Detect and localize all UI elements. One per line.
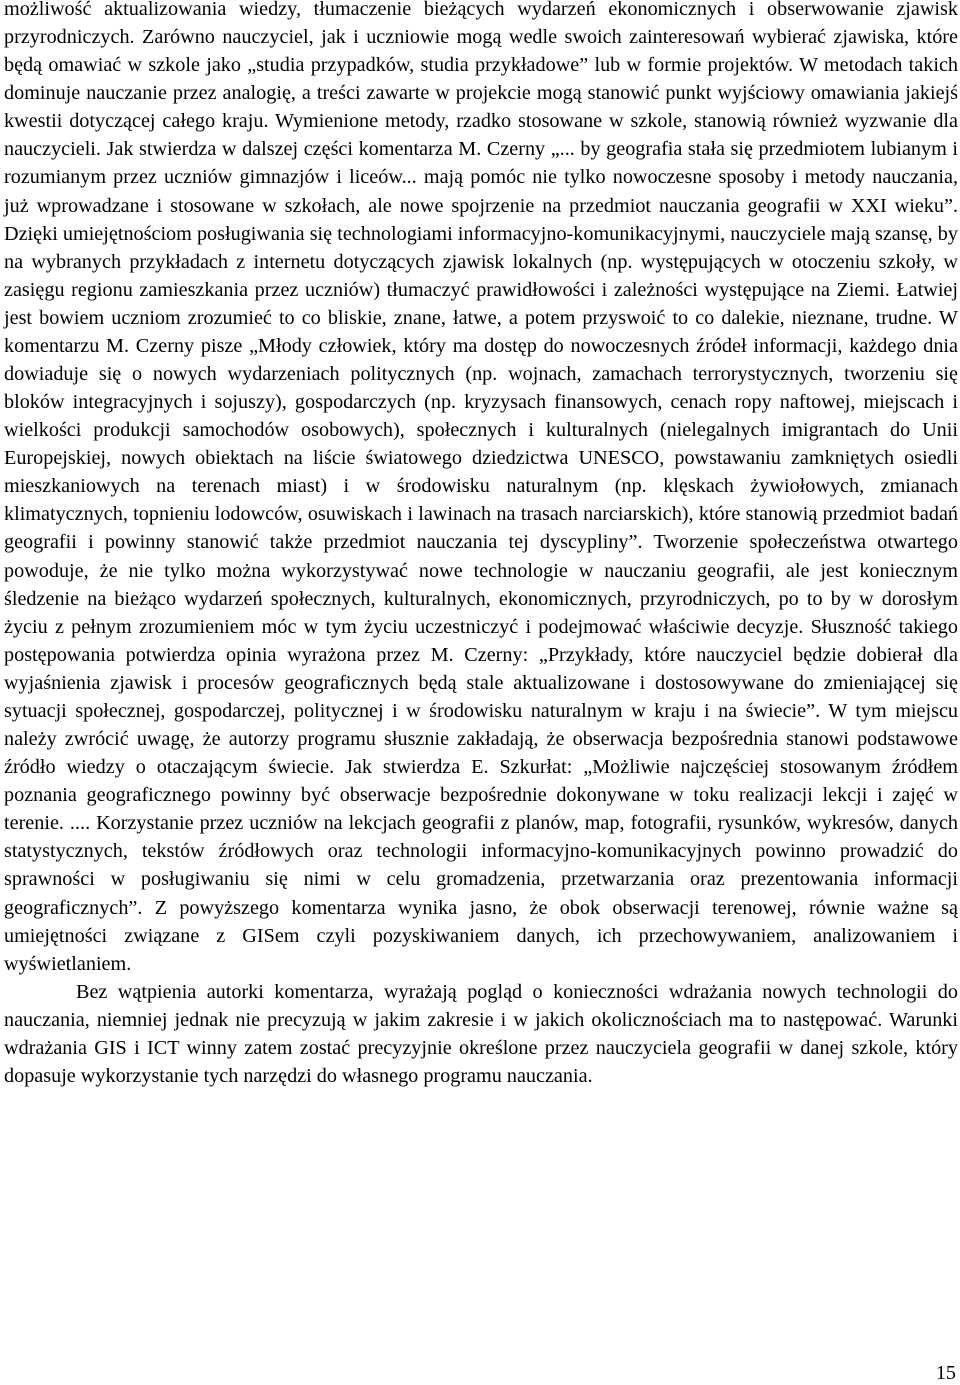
page-number: 15 <box>935 1362 956 1384</box>
body-paragraph-1: możliwość aktualizowania wiedzy, tłumaczenie bieżących wydarzeń ekonomicznych i obserwowanie zjawisk przyrodniczych. Zarówno nauczyciel, jak i uczniowie mogą wedle swoich zainteresowań wybierać zjawiska, które będą omawiać w szkole jako „studia przypadków, studia przykładowe” lub w formie projektów. W metodach takich dominuje nauczanie przez analogię, a treści zawarte w projekcie mogą stanowić punkt wyjściowy omawiania jakiejś kwestii dotyczącej całego kraju. Wymienione metody, rzadko stosowane w szkole, stanowią również wyzwanie dla nauczycieli. Jak stwierdza w dalszej części komentarza M. Czerny „... by geografia stała się przedmiotem lubianym i rozumianym przez uczniów gimnazjów i liceów... mają pomóc nie tylko nowoczesne sposoby i metody nauczania, już wprowadzane i stosowane w szkołach, ale nowe spojrzenie na przedmiot nauczania geografii w XXI wieku”. Dzięki umiejętnościom posługiwania się technologiami informacyjno-komunikacyjnymi, nauczyciele mają szansę, by na wybranych przykładach z internetu dotyczących zjawisk lokalnych (np. występujących w otoczeniu szkoły, w zasięgu regionu zamieszkania przez uczniów) tłumaczyć prawidłowości i zależności występujące na Ziemi. Łatwiej jest bowiem uczniom zrozumieć to co bliskie, znane, łatwe, a potem przyswoić to co dalekie, nieznane, trudne. W komentarzu M. Czerny pisze „Młody człowiek, który ma dostęp do nowoczesnych źródeł informacji, każdego dnia dowiaduje się o nowych wydarzeniach politycznych (np. wojnach, zamachach terrorystycznych, tworzeniu się bloków integracyjnych i sojuszy), gospodarczych (np. kryzysach finansowych, cenach ropy naftowej, miejscach i wielkości produkcji samochodów osobowych), społecznych i kulturalnych (nielegalnych imigrantach do Unii Europejskiej, nowych obiektach na liście światowego dziedzictwa UNESCO, powstawaniu zamkniętych osiedli mieszkaniowych na terenach miast) i w środowisku naturalnym (np. klęskach żywiołowych, zmianach klimatycznych, topnieniu lodowców, osuwiskach i lawinach na trasach narciarskich), które stanowią przedmiot badań geografii i powinny stanowić także przedmiot nauczania tej dyscypliny”. Tworzenie społeczeństwa otwartego powoduje, że nie tylko można wykorzystywać nowe technologie w nauczaniu geografii, ale jest koniecznym śledzenie na bieżąco wydarzeń społecznych, kulturalnych, ekonomicznych, przyrodniczych, po to by w dorosłym życiu z pełnym zrozumieniem móc w tym życiu uczestniczyć i podejmować właściwie decyzje. Słuszność takiego postępowania potwierdza opinia wyrażona przez M. Czerny: „Przykłady, które nauczyciel będzie dobierał dla wyjaśnienia zjawisk i procesów geograficznych będą stale aktualizowane i dostosowywane do zmieniającej się sytuacji społecznej, gospodarczej, politycznej i w środowisku naturalnym w kraju i na świecie”. W tym miejscu należy zwrócić uwagę, że autorzy programu słusznie zakładają, że obserwacja bezpośrednia stanowi podstawowe źródło wiedzy o otaczającym świecie. Jak stwierdza E. Szkurłat: „Możliwie najczęściej stosowanym źródłem poznania geograficznego powinny być obserwacje bezpośrednie dokonywane w toku realizacji lekcji i zajęć w terenie. .... Korzystanie przez uczniów na lekcjach geografii z planów, map, fotografii, rysunków, wykresów, danych statystycznych, tekstów źródłowych oraz technologii informacyjno-komunikacyjnych powinno prowadzić do sprawności w posługiwaniu się nimi w celu gromadzenia, przetwarzania oraz prezentowania informacji geograficznych”. Z powyższego komentarza wynika jasno, że obok obserwacji terenowej, równie ważne są umiejętności związane z GISem czyli pozyskiwaniem danych, ich przechowywaniem, analizowaniem i wyświetlaniem. <box>4 0 958 975</box>
body-paragraph-2: Bez wątpienia autorki komentarza, wyrażają pogląd o konieczności wdrażania nowych technologii do nauczania, niemniej jednak nie precyzują w jakim zakresie i w jakich okolicznościach ma to następować. Warunki wdrażania GIS i ICT winny zatem zostać precyzyjnie określone przez nauczyciela geografii w danej szkole, który dopasuje wykorzystanie tych narzędzi do własnego programu nauczania. <box>4 980 958 1087</box>
document-page <box>4 0 958 1090</box>
